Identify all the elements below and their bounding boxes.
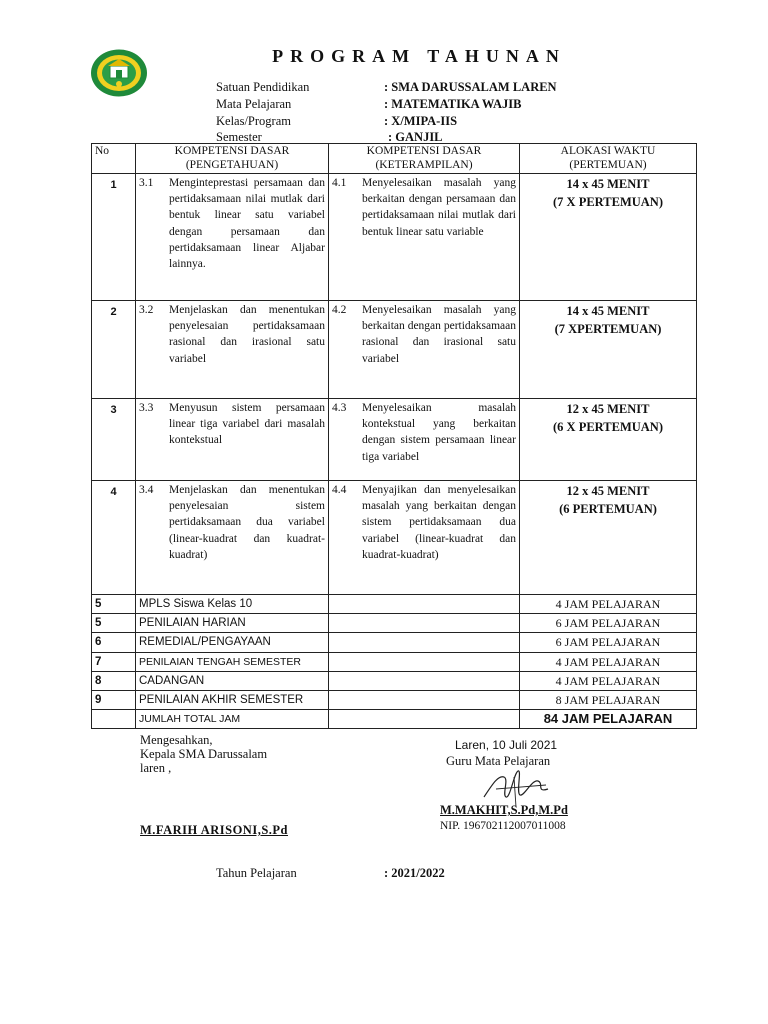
- headmaster-name: M.FARIH ARISONI,S.Pd: [140, 823, 288, 837]
- summary-empty: [329, 671, 520, 690]
- header-no: No: [92, 144, 136, 174]
- kd-keterampilan-cell: [329, 301, 520, 399]
- kd-number: 3.3: [139, 402, 154, 414]
- meta-value: : SMA DARUSSALAM LAREN: [384, 80, 557, 94]
- summary-alokasi: 6 JAM PELAJARAN: [520, 633, 697, 652]
- kd-number: 3.4: [139, 484, 154, 496]
- kd-pengetahuan-cell: [136, 174, 329, 301]
- summary-empty: [329, 614, 520, 633]
- left-signature-block: [140, 733, 267, 775]
- kd-text: Menjelaskan dan menentukan penyelesaian sistem pertidaksamaan dua variabel (linear-kuadrat dan kuadrat-kuadrat): [169, 484, 325, 561]
- summary-row: [92, 691, 697, 710]
- kd-text: Menyelesaikan masalah kontekstual yang berkaitan dengan sistem persamaan linear tiga variabel: [362, 402, 516, 463]
- row-no: 4: [92, 481, 136, 595]
- kd-text: Menyelesaikan masalah yang berkaitan dengan persamaan dan pertidaksamaan nilai mutlak dari bentuk linear satu variable: [362, 177, 516, 238]
- row-no: 7: [92, 652, 136, 671]
- program-table: [91, 143, 697, 729]
- meta-label: Satuan Pendidikan: [216, 80, 310, 94]
- kd-number: 3.2: [139, 304, 154, 316]
- summary-row: [92, 633, 697, 652]
- academic-year-label: Tahun Pelajaran: [216, 866, 297, 880]
- kd-keterampilan-cell: [329, 174, 520, 301]
- place-text: laren ,: [140, 761, 172, 775]
- teacher-role: Guru Mata Pelajaran: [446, 754, 551, 768]
- summary-label: REMEDIAL/PENGAYAAN: [136, 633, 329, 652]
- meta-label: Semester: [216, 130, 262, 144]
- alokasi-cell: 12 x 45 MENIT (6 X PERTEMUAN): [520, 399, 697, 481]
- header-kd-keterampilan: KOMPETENSI DASAR (KETERAMPILAN): [329, 144, 520, 174]
- summary-label: PENILAIAN AKHIR SEMESTER: [136, 691, 329, 710]
- summary-row: [92, 595, 697, 614]
- table-row: [92, 301, 697, 399]
- kd-number: 4.3: [332, 402, 347, 414]
- summary-alokasi: 4 JAM PELAJARAN: [520, 652, 697, 671]
- summary-row: [92, 652, 697, 671]
- table-row: [92, 481, 697, 595]
- total-empty: [329, 710, 520, 729]
- page-title: PROGRAM TAHUNAN: [272, 46, 566, 66]
- kd-text: Menginteprestasi persamaan dan pertidaksamaan nilai mutlak dari bentuk linear satu variabel dengan persamaan dan pertidaksamaan linear Aljabar lainnya.: [169, 177, 325, 271]
- meta-label: Mata Pelajaran: [216, 97, 292, 111]
- row-no: 9: [92, 691, 136, 710]
- kd-number: 4.1: [332, 177, 347, 189]
- table-header-row: [92, 144, 697, 174]
- alokasi-cell: 14 x 45 MENIT (7 XPERTEMUAN): [520, 301, 697, 399]
- summary-label: CADANGAN: [136, 671, 329, 690]
- meta-value: : MATEMATIKA WAJIB: [384, 97, 522, 111]
- summary-row: [92, 671, 697, 690]
- kd-pengetahuan-cell: [136, 301, 329, 399]
- summary-alokasi: 4 JAM PELAJARAN: [520, 595, 697, 614]
- kd-pengetahuan-cell: [136, 399, 329, 481]
- alokasi-cell: 14 x 45 MENIT (7 X PERTEMUAN): [520, 174, 697, 301]
- total-value: 84 JAM PELAJARAN: [520, 710, 697, 729]
- meta-value: : GANJIL: [388, 130, 443, 144]
- header-kd-pengetahuan: KOMPETENSI DASAR (PENGETAHUAN): [136, 144, 329, 174]
- total-row: [92, 710, 697, 729]
- row-no: 3: [92, 399, 136, 481]
- total-label: JUMLAH TOTAL JAM: [136, 710, 329, 729]
- approval-text: Mengesahkan,: [140, 733, 213, 747]
- row-no: 1: [92, 174, 136, 301]
- meta-label: Kelas/Program: [216, 114, 291, 128]
- table-row: [92, 399, 697, 481]
- summary-label: MPLS Siswa Kelas 10: [136, 595, 329, 614]
- row-no: 8: [92, 671, 136, 690]
- summary-label: PENILAIAN HARIAN: [136, 614, 329, 633]
- kd-number: 4.4: [332, 484, 347, 496]
- kd-pengetahuan-cell: [136, 481, 329, 595]
- row-no: 5: [92, 595, 136, 614]
- row-no: 2: [92, 301, 136, 399]
- summary-empty: [329, 691, 520, 710]
- summary-alokasi: 8 JAM PELAJARAN: [520, 691, 697, 710]
- total-no-empty: [92, 710, 136, 729]
- alokasi-cell: 12 x 45 MENIT (6 PERTEMUAN): [520, 481, 697, 595]
- kd-keterampilan-cell: [329, 481, 520, 595]
- kd-keterampilan-cell: [329, 399, 520, 481]
- place-date: Laren, 10 Juli 2021: [455, 738, 558, 752]
- summary-row: [92, 614, 697, 633]
- kd-text: Menyelesaikan masalah yang berkaitan dengan pertidaksamaan rasional dan irasional satu variabel: [362, 304, 516, 365]
- kd-text: Menyajikan dan menyelesaikan masalah yang berkaitan dengan sistem pertidaksamaan dua variabel (linear-kuadrat dan kuadrat-kuadrat): [362, 484, 516, 561]
- academic-year-value: : 2021/2022: [384, 866, 445, 880]
- kd-text: Menjelaskan dan menentukan penyelesaian pertidaksamaan rasional dan irasional satu variabel: [169, 304, 325, 365]
- kd-text: Menyusun sistem persamaan linear tiga variabel dari masalah kontekstual: [169, 402, 325, 447]
- meta-value: : X/MIPA-IIS: [384, 114, 458, 128]
- row-no: 5: [92, 614, 136, 633]
- summary-empty: [329, 633, 520, 652]
- summary-alokasi: 4 JAM PELAJARAN: [520, 671, 697, 690]
- summary-empty: [329, 652, 520, 671]
- headmaster-title: Kepala SMA Darussalam: [140, 747, 268, 761]
- table-row: [92, 174, 697, 301]
- kd-number: 3.1: [139, 177, 154, 189]
- summary-label: PENILAIAN TENGAH SEMESTER: [136, 652, 329, 671]
- row-no: 6: [92, 633, 136, 652]
- teacher-nip: NIP. 196702112007011008: [440, 820, 566, 832]
- teacher-name: M.MAKHIT,S.Pd,M.Pd: [440, 803, 568, 817]
- summary-alokasi: 6 JAM PELAJARAN: [520, 614, 697, 633]
- summary-empty: [329, 595, 520, 614]
- kd-number: 4.2: [332, 304, 347, 316]
- header-alokasi: ALOKASI WAKTU (PERTEMUAN): [520, 144, 697, 174]
